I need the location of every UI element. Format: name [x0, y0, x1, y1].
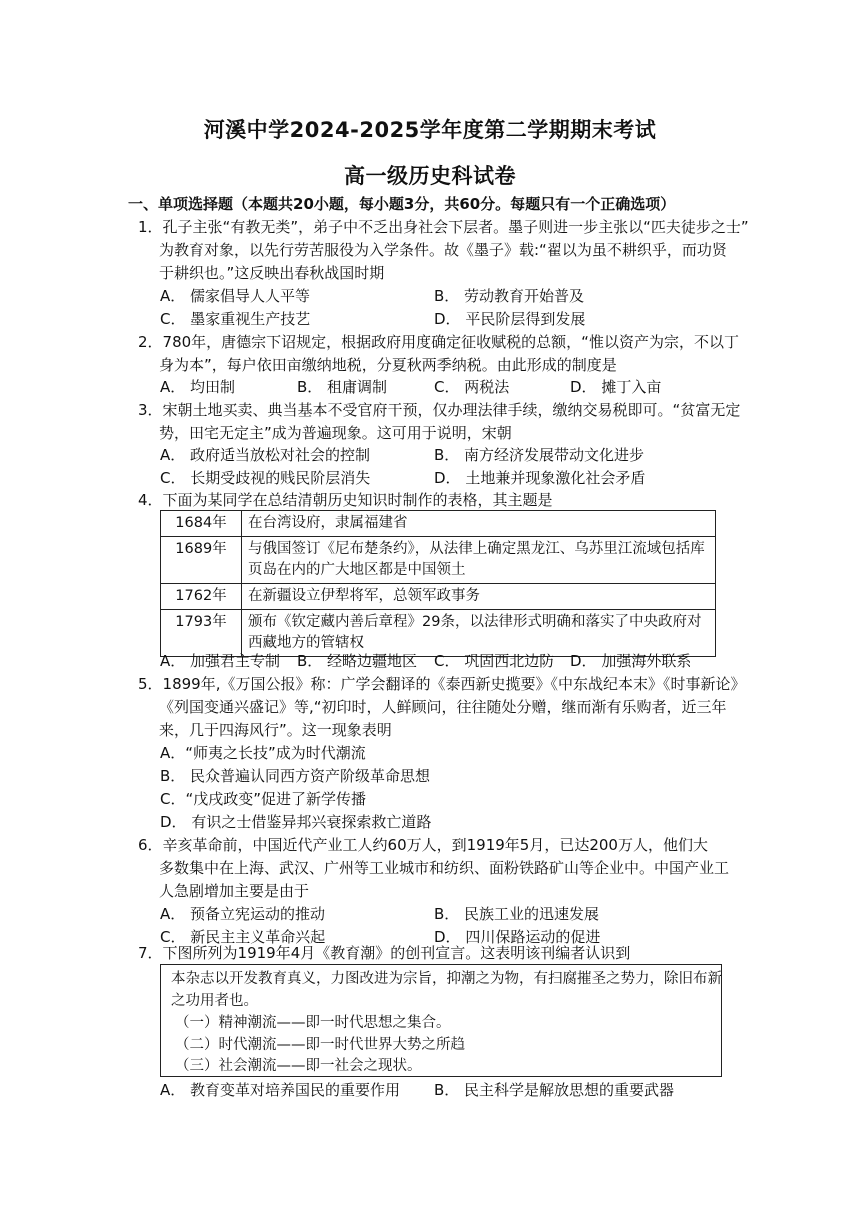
option-b: B． 民众普遍认同西方资产阶级革命思想	[160, 767, 431, 785]
option-c: C． 新民主主义革命兴起	[160, 928, 326, 946]
option-a: A． 预备立宪运动的推动	[160, 905, 326, 923]
table-cell-line: 在台湾设府，隶属福建省	[248, 515, 408, 531]
option-d: D． 加强海外联系	[570, 652, 692, 670]
table-cell-line: 在新疆设立伊犁将军，总领军政事务	[248, 588, 480, 604]
option-d: D． 平民阶层得到发展	[434, 310, 586, 328]
option-d: D． 土地兼并现象激化社会矛盾	[434, 469, 646, 487]
question-text: 来，几于四海风行”。这一现象表明	[159, 721, 392, 739]
table-cell-line: 颁布《钦定藏内善后章程》29条，以法律形式明确和落实了中央政府对	[248, 614, 702, 630]
quote-line: （一）精神潮流——即一时代思想之集合。	[175, 1015, 451, 1031]
quote-line: 本杂志以开发教育真义，力图改进为宗旨，抑潮之为物，有扫腐摧圣之势力，除旧布新	[171, 971, 722, 987]
question-text: 2．780年，唐德宗下诏规定，根据政府用度确定征收赋税的总额，“惟以资产为宗，不以丁	[138, 333, 739, 351]
question-text: 多数集中在上海、武汉、广州等工业城市和纺织、面粉铁路矿山等企业中。中国产业工	[159, 859, 730, 877]
question-text: 为教育对象，以先行劳苦服役为入学条件。故《墨子》载:“翟以为虽不耕织乎，而功贤	[159, 241, 727, 259]
option-c: C． 两税法	[434, 378, 510, 396]
option-b: B． 民族工业的迅速发展	[434, 905, 600, 923]
table-cell-line: 与俄国签订《尼布楚条约》，从法律上确定黑龙江、乌苏里江流域包括库	[248, 541, 705, 557]
option-b: B． 劳动教育开始普及	[434, 287, 585, 305]
table-row	[161, 511, 716, 537]
table-cell-year: 1684年	[161, 511, 242, 537]
option-a: A．“师夷之长技”成为时代潮流	[160, 744, 366, 762]
option-c: C． 墨家重视生产技艺	[160, 310, 311, 328]
table-cell-year: 1689年	[161, 537, 242, 584]
option-d: D． 摊丁入亩	[570, 378, 662, 396]
table-cell-event	[242, 537, 716, 584]
option-d: D． 有识之士借鉴异邦兴衰探索救亡道路	[160, 813, 432, 831]
question-text: 1．孔子主张“有教无类”，弟子中不乏出身社会下层者。墨子则进一步主张以“匹夫徒步之士”	[138, 218, 749, 236]
table-cell-year: 1762年	[161, 584, 242, 610]
table-cell-line: 页岛在内的广大地区都是中国领土	[248, 562, 466, 578]
option-c: C． 长期受歧视的贱民阶层消失	[160, 469, 371, 487]
option-a: A． 均田制	[160, 378, 236, 396]
option-b: B． 南方经济发展带动文化进步	[434, 446, 645, 464]
exam-subtitle: 高一级历史科试卷	[344, 164, 516, 188]
section-heading: 一、单项选择题（本题共20小题，每小题3分，共60分。每题只有一个正确选项）	[128, 195, 676, 213]
quote-box	[160, 964, 722, 1077]
table-cell-event	[242, 584, 716, 610]
option-a: A． 政府适当放松对社会的控制	[160, 446, 371, 464]
quote-line: （三）社会潮流——即一社会之现状。	[175, 1058, 422, 1074]
question-text: 5．1899年,《万国公报》称：广学会翻译的《泰西新史揽要》《中东战纪本末》《时事新论》	[138, 675, 746, 693]
exam-title: 河溪中学2024-2025学年度第二学期期末考试	[203, 118, 657, 142]
option-a: A． 加强君主专制	[160, 652, 281, 670]
question-text: 身为本”，每户依田亩缴纳地税，分夏秋两季纳税。由此形成的制度是	[159, 356, 617, 374]
quote-line: 之功用者也。	[171, 993, 258, 1009]
quote-line: （二）时代潮流——即一时代世界大势之所趋	[175, 1037, 465, 1053]
table-cell-event	[242, 511, 716, 537]
question-text: 势，田宅无定主”成为普遍现象。这可用于说明，宋朝	[159, 424, 512, 442]
history-table	[160, 510, 716, 657]
option-d: D． 四川保路运动的促进	[434, 928, 601, 946]
question-text: 3．宋朝土地买卖、典当基本不受官府干预，仅办理法律手续，缴纳交易税即可。“贫富无定	[138, 401, 741, 419]
option-b: B． 民主科学是解放思想的重要武器	[434, 1081, 675, 1099]
table-row	[161, 584, 716, 610]
question-text: 人急剧增加主要是由于	[159, 882, 310, 900]
option-a: A． 教育变革对培养国民的重要作用	[160, 1081, 401, 1099]
table-row	[161, 537, 716, 584]
table-cell-year: 1793年	[161, 610, 242, 657]
option-b: B． 租庸调制	[297, 378, 388, 396]
question-text: 7．下图所列为1919年4月《教育潮》的创刊宣言。这表明该刊编者认识到	[138, 944, 631, 962]
question-text: 4．下面为某同学在总结清朝历史知识时制作的表格，其主题是	[138, 491, 553, 509]
option-a: A． 儒家倡导人人平等	[160, 287, 311, 305]
question-text: 6．辛亥革命前，中国近代产业工人约60万人，到1919年5月，已达200万人，他们大	[138, 836, 708, 854]
option-b: B． 经略边疆地区	[297, 652, 418, 670]
option-c: C． 巩固西北边防	[434, 652, 555, 670]
question-text: 于耕织也。”这反映出春秋战国时期	[159, 264, 385, 282]
question-text: 《列国变通兴盛记》等,“初印时，人鲜顾问，往往随处分赠，继而渐有乐购者，近三年	[159, 698, 727, 716]
table-cell-line: 西藏地方的管辖权	[248, 635, 364, 651]
option-c: C．“戊戌政变”促进了新学传播	[160, 790, 367, 808]
